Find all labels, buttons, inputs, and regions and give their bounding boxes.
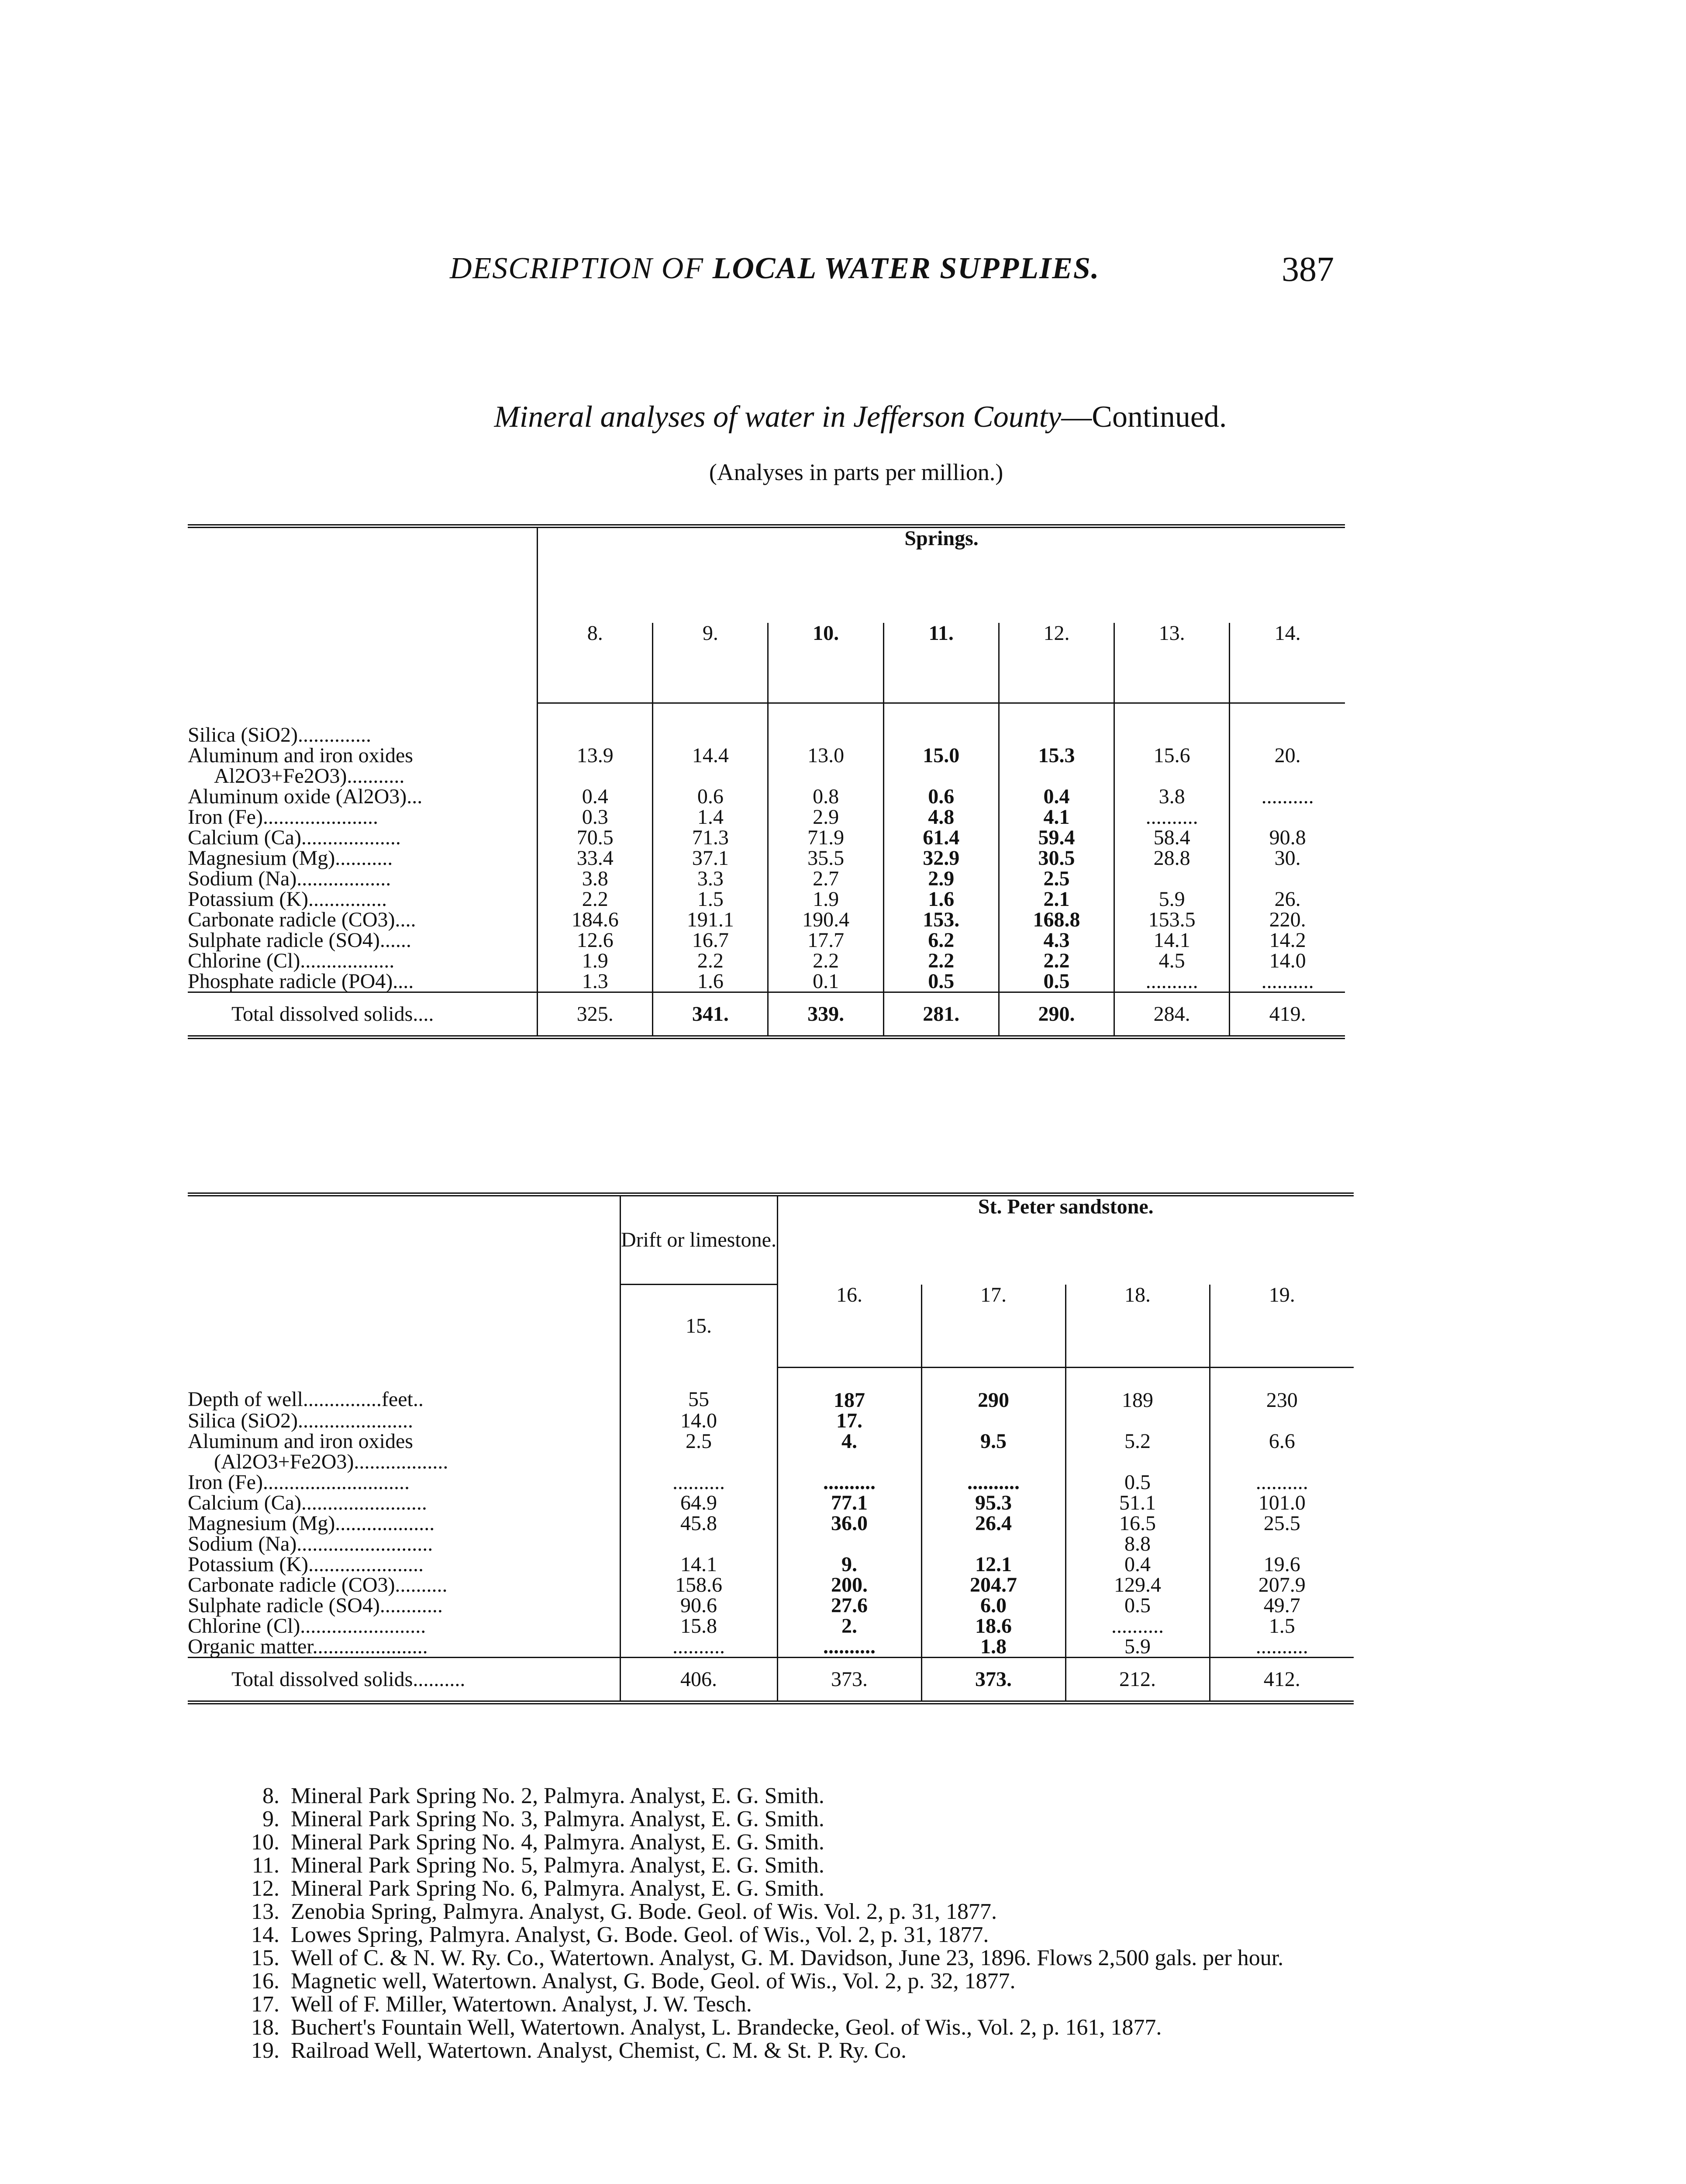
row-label: Aluminum oxide (Al2O3)... [188, 785, 423, 809]
cell-value: 20. [1230, 745, 1345, 766]
total-label: Total dissolved solids.......... [188, 1657, 620, 1702]
cell-value: 2.7 [768, 868, 883, 889]
row-label: Organic matter...................... [188, 1635, 428, 1658]
cell-value: 70.5 [538, 827, 653, 848]
cell-value [538, 703, 653, 745]
cell-value: 4.3 [999, 930, 1114, 950]
col-head-9: 9. [653, 623, 768, 703]
cell-value: 8.8 [1065, 1534, 1210, 1554]
cell-value: 190.4 [768, 909, 883, 930]
cell-value: 9.5 [921, 1431, 1065, 1451]
cell-value: 30.5 [999, 848, 1114, 868]
cell-value: 59.4 [999, 827, 1114, 848]
table2-stub-header [188, 1195, 620, 1368]
cell-value: .......... [1065, 1616, 1210, 1636]
table-row [188, 1616, 1354, 1636]
note-text: Zenobia Spring, Palmyra. Analyst, G. Bode. Geol. of Wis. Vol. 2, p. 31, 1877. [291, 1899, 997, 1925]
row-label: Chlorine (Cl)........................ [188, 1614, 426, 1638]
note-item [231, 1831, 1367, 1854]
cell-value: 187 [777, 1367, 921, 1410]
cell-value: 15.0 [883, 745, 999, 766]
cell-value: 35.5 [768, 848, 883, 868]
cell-value: 2.1 [999, 889, 1114, 909]
cell-value [653, 766, 768, 786]
cell-value: 6.0 [921, 1595, 1065, 1616]
cell-value: 71.9 [768, 827, 883, 848]
table-caption [0, 400, 1686, 435]
table-row [188, 766, 1345, 786]
table-row [188, 971, 1345, 992]
cell-value [768, 703, 883, 745]
note-number: 17. [251, 1992, 279, 2017]
cell-value: 90.8 [1230, 827, 1345, 848]
col-head-18: 18. [1065, 1285, 1210, 1367]
cell-value: 5.2 [1065, 1431, 1210, 1451]
cell-value: 2.2 [538, 889, 653, 909]
row-label: Sodium (Na).................. [188, 867, 391, 891]
cell-value: 77.1 [777, 1493, 921, 1513]
note-number: 15. [251, 1946, 279, 1971]
running-header [450, 251, 1100, 286]
cell-value: 90.6 [620, 1595, 777, 1616]
total-value: 412. [1210, 1657, 1354, 1702]
note-text: Well of F. Miller, Watertown. Analyst, J. W. Tesch. [291, 1992, 752, 2017]
table-row [188, 889, 1345, 909]
table-subtitle: (Analyses in parts per million.) [709, 459, 1003, 485]
note-number: 16. [251, 1969, 279, 1994]
cell-value [777, 1451, 921, 1472]
cell-value: 6.2 [883, 930, 999, 950]
cell-value: 6.6 [1210, 1431, 1354, 1451]
row-label: Calcium (Ca)................... [188, 826, 401, 850]
cell-value [1114, 703, 1230, 745]
cell-value: 204.7 [921, 1575, 1065, 1595]
running-title-b: LOCAL WATER SUPPLIES. [712, 252, 1100, 285]
row-label: Al2O3+Fe2O3)........... [214, 764, 405, 788]
cell-value: 184.6 [538, 909, 653, 930]
row-label: Potassium (K)...................... [188, 1552, 424, 1576]
table-row [188, 703, 1345, 745]
cell-value: 14.0 [620, 1410, 777, 1431]
cell-value: 45.8 [620, 1513, 777, 1534]
cell-value: 4.5 [1114, 950, 1230, 971]
cell-value: 153. [883, 909, 999, 930]
total-value: 419. [1230, 992, 1345, 1037]
cell-value: 5.9 [1065, 1636, 1210, 1658]
cell-value: 0.3 [538, 807, 653, 827]
cell-value: 36.0 [777, 1513, 921, 1534]
cell-value [921, 1451, 1065, 1472]
cell-value: 1.5 [1210, 1616, 1354, 1636]
cell-value [999, 766, 1114, 786]
cell-value: 17. [777, 1410, 921, 1431]
cell-value [883, 766, 999, 786]
cell-value: 71.3 [653, 827, 768, 848]
cell-value [620, 1451, 777, 1472]
note-text: Mineral Park Spring No. 2, Palmyra. Analyst, E. G. Smith. [291, 1783, 824, 1808]
table-row [188, 1451, 1354, 1472]
cell-value: 2.2 [653, 950, 768, 971]
cell-value: 230 [1210, 1367, 1354, 1410]
cell-value: 28.8 [1114, 848, 1230, 868]
col-head-8: 8. [538, 623, 653, 703]
note-number: 8. [262, 1783, 279, 1808]
cell-value: 15.8 [620, 1616, 777, 1636]
table-row [188, 950, 1345, 971]
cell-value: 4.8 [883, 807, 999, 827]
note-number: 10. [251, 1830, 279, 1855]
cell-value [538, 766, 653, 786]
cell-value: 32.9 [883, 848, 999, 868]
col-head-12: 12. [999, 623, 1114, 703]
table-row [188, 745, 1345, 766]
row-label: Chlorine (Cl).................. [188, 949, 395, 973]
cell-value: 25.5 [1210, 1513, 1354, 1534]
cell-value: 0.5 [999, 971, 1114, 992]
cell-value: 2.5 [999, 868, 1114, 889]
row-label: (Al2O3+Fe2O3).................. [214, 1450, 448, 1473]
total-value: 406. [620, 1657, 777, 1702]
cell-value: 220. [1230, 909, 1345, 930]
cell-value: 1.9 [538, 950, 653, 971]
row-label: Silica (SiO2)...................... [188, 1409, 413, 1432]
table-row [188, 930, 1345, 950]
total-value: 290. [999, 992, 1114, 1037]
table-row [188, 827, 1345, 848]
cell-value: 13.9 [538, 745, 653, 766]
note-text: Well of C. & N. W. Ry. Co., Watertown. Analyst, G. M. Davidson, June 23, 1896. Flows 2,500 gals. per hour. [291, 1946, 1284, 1971]
cell-value [1230, 703, 1345, 745]
row-label: Silica (SiO2).............. [188, 723, 371, 746]
cell-value: .......... [1210, 1472, 1354, 1493]
cell-value: .......... [1230, 786, 1345, 807]
cell-value: 1.4 [653, 807, 768, 827]
cell-value: 0.4 [538, 786, 653, 807]
row-label: Iron (Fe)............................ [188, 1470, 410, 1494]
note-item [231, 1900, 1367, 1923]
note-item [231, 1877, 1367, 1900]
col-head-15: 15. [686, 1314, 712, 1338]
row-label: Sodium (Na).......................... [188, 1532, 433, 1555]
cell-value: 3.8 [1114, 786, 1230, 807]
cell-value: 9. [777, 1554, 921, 1575]
cell-value: 200. [777, 1575, 921, 1595]
cell-value: 16.5 [1065, 1513, 1210, 1534]
total-label: Total dissolved solids.... [188, 992, 538, 1037]
cell-value: .......... [1114, 971, 1230, 992]
cell-value: 290 [921, 1367, 1065, 1410]
source-notes [231, 1784, 1367, 2062]
table-row [188, 848, 1345, 868]
cell-value: 13.0 [768, 745, 883, 766]
total-value: 284. [1114, 992, 1230, 1037]
drift-limestone-header [620, 1195, 777, 1368]
table-row [188, 807, 1345, 827]
col-head-17: 17. [921, 1285, 1065, 1367]
cell-value: 129.4 [1065, 1575, 1210, 1595]
note-item [231, 1970, 1367, 1993]
row-label: Potassium (K)............... [188, 888, 387, 911]
note-text: Magnetic well, Watertown. Analyst, G. Bode, Geol. of Wis., Vol. 2, p. 32, 1877. [291, 1969, 1016, 1994]
cell-value: 1.6 [653, 971, 768, 992]
cell-value: 58.4 [1114, 827, 1230, 848]
running-title-a: DESCRIPTION OF [450, 252, 704, 285]
cell-value: 37.1 [653, 848, 768, 868]
cell-value: 26.4 [921, 1513, 1065, 1534]
drift-limestone-label: Drift or limestone. [621, 1196, 777, 1285]
caption-title: Mineral analyses of water in Jefferson County [494, 400, 1062, 434]
springs-group-header: Springs. [538, 526, 1345, 623]
row-label: Carbonate radicle (CO3).... [188, 908, 416, 932]
row-label: Depth of well...............feet.. [188, 1388, 424, 1411]
cell-value: 2. [777, 1616, 921, 1636]
note-number: 13. [251, 1899, 279, 1925]
total-value: 373. [777, 1657, 921, 1702]
row-label: Magnesium (Mg)........... [188, 847, 393, 870]
note-item [231, 1946, 1367, 1970]
total-value: 212. [1065, 1657, 1210, 1702]
note-text: Railroad Well, Watertown. Analyst, Chemist, C. M. & St. P. Ry. Co. [291, 2038, 907, 2063]
cell-value: 17.7 [768, 930, 883, 950]
note-text: Mineral Park Spring No. 4, Palmyra. Analyst, E. G. Smith. [291, 1830, 824, 1855]
cell-value: 30. [1230, 848, 1345, 868]
cell-value: 5.9 [1114, 889, 1230, 909]
col-head-16: 16. [777, 1285, 921, 1367]
cell-value: 101.0 [1210, 1493, 1354, 1513]
cell-value [1230, 766, 1345, 786]
cell-value: 191.1 [653, 909, 768, 930]
table1-stub-header [188, 526, 538, 703]
cell-value: 0.6 [883, 786, 999, 807]
cell-value: 2.5 [620, 1431, 777, 1451]
cell-value: 0.8 [768, 786, 883, 807]
wells-table [188, 1192, 1354, 1708]
row-label: Iron (Fe)...................... [188, 805, 378, 829]
table-row [188, 1410, 1354, 1431]
cell-value [653, 703, 768, 745]
cell-value: 14.1 [1114, 930, 1230, 950]
cell-value: .......... [1114, 807, 1230, 827]
cell-value: 14.4 [653, 745, 768, 766]
cell-value [620, 1534, 777, 1554]
note-item [231, 1993, 1367, 2016]
total-value: 325. [538, 992, 653, 1037]
cell-value: 14.1 [620, 1554, 777, 1575]
cell-value: 1.6 [883, 889, 999, 909]
note-item [231, 1854, 1367, 1877]
table-row [188, 909, 1345, 930]
row-label: Calcium (Ca)........................ [188, 1491, 427, 1514]
cell-value [1210, 1534, 1354, 1554]
total-value: 373. [921, 1657, 1065, 1702]
cell-value: 27.6 [777, 1595, 921, 1616]
cell-value: 12.6 [538, 930, 653, 950]
note-number: 11. [252, 1853, 279, 1878]
page-number: 387 [1282, 250, 1334, 289]
table-row [188, 1636, 1354, 1658]
note-item [231, 1784, 1367, 1807]
total-value: 281. [883, 992, 999, 1037]
cell-value: 2.9 [768, 807, 883, 827]
row-label: Phosphate radicle (PO4).... [188, 970, 414, 993]
table-row [188, 1534, 1354, 1554]
col-head-19: 19. [1210, 1285, 1354, 1367]
cell-value: 0.5 [1065, 1595, 1210, 1616]
cell-value [1114, 766, 1230, 786]
cell-value [883, 703, 999, 745]
row-label: Carbonate radicle (CO3).......... [188, 1573, 448, 1597]
cell-value [1210, 1451, 1354, 1472]
note-number: 9. [262, 1807, 279, 1832]
cell-value: 61.4 [883, 827, 999, 848]
cell-value: .......... [777, 1636, 921, 1658]
st-peter-sandstone-header: St. Peter sandstone. [777, 1195, 1354, 1285]
cell-value: 15.6 [1114, 745, 1230, 766]
note-text: Mineral Park Spring No. 6, Palmyra. Analyst, E. G. Smith. [291, 1876, 824, 1901]
cell-value [1210, 1410, 1354, 1431]
table-row [188, 1554, 1354, 1575]
note-text: Mineral Park Spring No. 5, Palmyra. Analyst, E. G. Smith. [291, 1853, 824, 1878]
table-row [188, 1472, 1354, 1493]
cell-value: .......... [1210, 1636, 1354, 1658]
caption-tail: —Continued. [1061, 400, 1227, 434]
cell-value: 19.6 [1210, 1554, 1354, 1575]
cell-value: 33.4 [538, 848, 653, 868]
total-value: 339. [768, 992, 883, 1037]
cell-value: 2.9 [883, 868, 999, 889]
cell-value: 49.7 [1210, 1595, 1354, 1616]
cell-value: 15.3 [999, 745, 1114, 766]
cell-value: 1.9 [768, 889, 883, 909]
cell-value: 16.7 [653, 930, 768, 950]
cell-value: .......... [620, 1636, 777, 1658]
cell-value: .......... [1230, 971, 1345, 992]
table-row [188, 1595, 1354, 1616]
cell-value: 2.2 [883, 950, 999, 971]
cell-value [999, 703, 1114, 745]
cell-value: .......... [620, 1472, 777, 1493]
cell-value: 26. [1230, 889, 1345, 909]
table-row [188, 1431, 1354, 1451]
cell-value [777, 1534, 921, 1554]
cell-value [1230, 807, 1345, 827]
cell-value: 18.6 [921, 1616, 1065, 1636]
cell-value: 2.2 [768, 950, 883, 971]
table-row [188, 786, 1345, 807]
cell-value: .......... [921, 1472, 1065, 1493]
col-head-11: 11. [883, 623, 999, 703]
cell-value [1065, 1410, 1210, 1431]
cell-value: 168.8 [999, 909, 1114, 930]
cell-value [921, 1410, 1065, 1431]
total-value: 341. [653, 992, 768, 1037]
table-row [188, 1513, 1354, 1534]
col-head-14: 14. [1230, 623, 1345, 703]
cell-value: 14.2 [1230, 930, 1345, 950]
row-label: Sulphate radicle (SO4)............ [188, 1593, 443, 1617]
cell-value: 158.6 [620, 1575, 777, 1595]
col-head-13: 13. [1114, 623, 1230, 703]
note-text: Lowes Spring, Palmyra. Analyst, G. Bode. Geol. of Wis., Vol. 2, p. 31, 1877. [291, 1922, 989, 1948]
cell-value: 64.9 [620, 1493, 777, 1513]
note-number: 14. [251, 1922, 279, 1948]
cell-value: 55 [620, 1367, 777, 1410]
table-row [188, 1575, 1354, 1595]
cell-value: 2.2 [999, 950, 1114, 971]
cell-value [1230, 868, 1345, 889]
cell-value: 4.1 [999, 807, 1114, 827]
note-text: Mineral Park Spring No. 3, Palmyra. Analyst, E. G. Smith. [291, 1807, 824, 1832]
cell-value: 1.8 [921, 1636, 1065, 1658]
col-head-10: 10. [768, 623, 883, 703]
note-item [231, 2016, 1367, 2039]
cell-value: 14.0 [1230, 950, 1345, 971]
cell-value [768, 766, 883, 786]
cell-value [921, 1534, 1065, 1554]
row-label: Aluminum and iron oxides [188, 1429, 413, 1453]
cell-value: 189 [1065, 1367, 1210, 1410]
note-number: 19. [251, 2038, 279, 2063]
note-number: 12. [251, 1876, 279, 1901]
cell-value: 0.5 [1065, 1472, 1210, 1493]
cell-value: 0.5 [883, 971, 999, 992]
note-number: 18. [251, 2015, 279, 2040]
table-row [188, 1367, 1354, 1410]
table-row [188, 1493, 1354, 1513]
cell-value: 1.5 [653, 889, 768, 909]
note-item [231, 1807, 1367, 1831]
cell-value: 4. [777, 1431, 921, 1451]
cell-value: .......... [777, 1472, 921, 1493]
note-item [231, 1923, 1367, 1946]
row-label: Magnesium (Mg)................... [188, 1511, 435, 1535]
cell-value: 0.6 [653, 786, 768, 807]
springs-table [188, 524, 1345, 1043]
cell-value: 51.1 [1065, 1493, 1210, 1513]
cell-value [1065, 1451, 1210, 1472]
note-text: Buchert's Fountain Well, Watertown. Analyst, L. Brandecke, Geol. of Wis., Vol. 2, p. 161, 1877. [291, 2015, 1162, 2040]
cell-value: 95.3 [921, 1493, 1065, 1513]
note-item [231, 2039, 1367, 2062]
row-label: Sulphate radicle (SO4)...... [188, 929, 411, 952]
cell-value: 12.1 [921, 1554, 1065, 1575]
cell-value: 3.3 [653, 868, 768, 889]
cell-value: 0.4 [999, 786, 1114, 807]
cell-value: 207.9 [1210, 1575, 1354, 1595]
row-label: Aluminum and iron oxides [188, 744, 413, 767]
cell-value: 0.4 [1065, 1554, 1210, 1575]
cell-value [1114, 868, 1230, 889]
table-row [188, 868, 1345, 889]
cell-value: 0.1 [768, 971, 883, 992]
cell-value: 1.3 [538, 971, 653, 992]
cell-value: 3.8 [538, 868, 653, 889]
cell-value: 153.5 [1114, 909, 1230, 930]
